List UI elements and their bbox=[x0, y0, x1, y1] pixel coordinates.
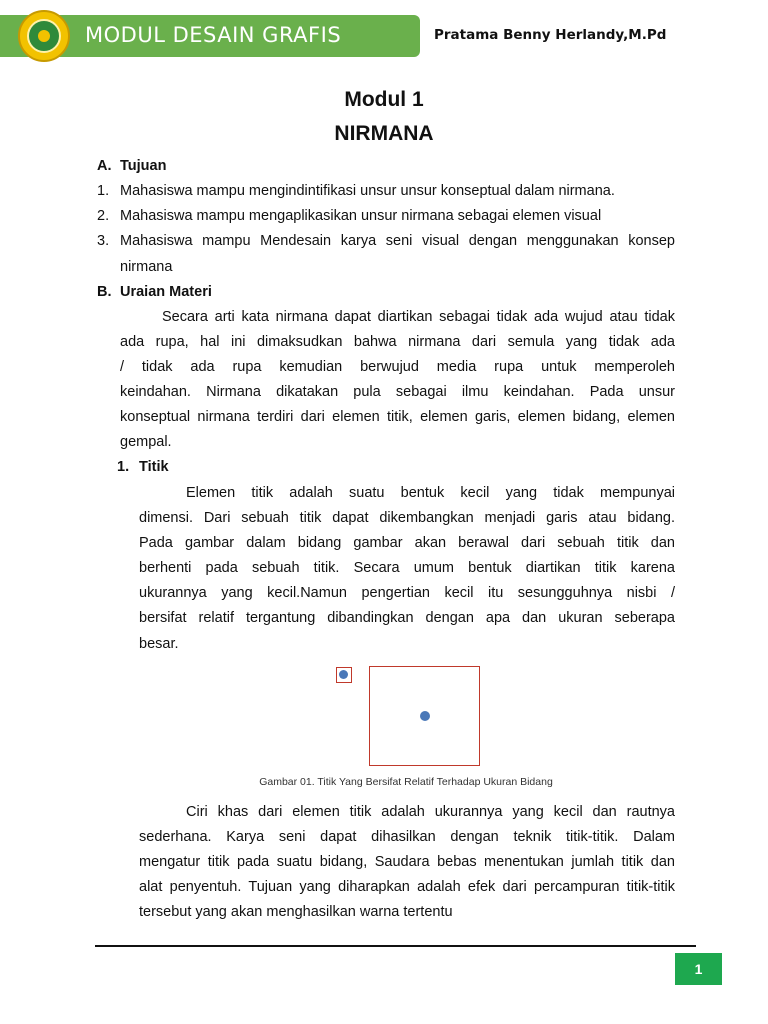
page-title: Modul 1 bbox=[344, 88, 424, 111]
subsection-heading: Titik bbox=[139, 459, 169, 475]
paragraph-line: Pada gambar dalam bidang gambar akan berawal dari sebuah titik dan bbox=[139, 535, 675, 551]
paragraph-line: alat penyentuh. Tujuan yang diharapkan adalah efek dari percampuran titik-titik bbox=[139, 879, 675, 895]
module-title: MODUL DESAIN GRAFIS bbox=[85, 23, 342, 47]
goal-text: Mahasiswa mampu Mendesain karya seni visual dengan menggunakan konsep bbox=[120, 233, 675, 249]
paragraph-line: sederhana. Karya seni dapat dihasilkan dengan teknik titik-titik. Dalam bbox=[139, 829, 675, 845]
page-subtitle: NIRMANA bbox=[334, 122, 434, 145]
section-b-heading: Uraian Materi bbox=[120, 284, 212, 300]
university-seal-icon bbox=[18, 10, 70, 62]
goal-number: 2. bbox=[97, 208, 110, 224]
paragraph-line: mengatur titik pada suatu bidang, Saudara bebas menentukan jumlah titik dan bbox=[139, 854, 675, 870]
dot-icon bbox=[339, 670, 348, 679]
paragraph-line: konseptual nirmana terdiri dari elemen titik, elemen garis, elemen bidang, elemen bbox=[120, 409, 675, 425]
paragraph-line: keindahan. Nirmana dikatakan pula sebagai ilmu keindahan. Pada unsur bbox=[120, 384, 675, 400]
paragraph-line: / tidak ada rupa kemudian berwujud media rupa untuk memperoleh bbox=[120, 359, 675, 375]
paragraph-line: Ciri khas dari elemen titik adalah ukurannya yang kecil dan rautnya bbox=[186, 804, 675, 820]
goal-number: 3. bbox=[97, 233, 110, 249]
goal-text-continued: nirmana bbox=[120, 259, 173, 275]
paragraph-line: ukurannya yang kecil.Namun pengertian kecil itu sesungguhnya nisbi / bbox=[139, 585, 675, 601]
paragraph-line: Secara arti kata nirmana dapat diartikan sebagai tidak ada wujud atau tidak bbox=[162, 309, 675, 325]
page-number: 1 bbox=[675, 953, 722, 985]
paragraph-line: ada rupa, hal ini dimaksudkan bahwa nirmana dari semula yang tidak ada bbox=[120, 334, 675, 350]
section-b-marker: B. bbox=[97, 284, 112, 300]
subsection-marker: 1. bbox=[117, 459, 130, 475]
section-a-heading: Tujuan bbox=[120, 158, 167, 174]
paragraph-line: bersifat relatif tergantung dibandingkan dengan apa dan ukuran seberapa bbox=[139, 610, 675, 626]
author-name: Pratama Benny Herlandy,M.Pd bbox=[434, 27, 667, 43]
goal-text: Mahasiswa mampu mengindintifikasi unsur unsur konseptual dalam nirmana. bbox=[120, 183, 615, 199]
paragraph-line: dimensi. Dari sebuah titik dapat dikembangkan menjadi garis atau bidang. bbox=[139, 510, 675, 526]
paragraph-line: gempal. bbox=[120, 434, 172, 450]
paragraph-line: Elemen titik adalah suatu bentuk kecil yang tidak mempunyai bbox=[186, 485, 675, 501]
paragraph-line: tersebut yang akan menghasilkan warna tertentu bbox=[139, 904, 453, 920]
goal-number: 1. bbox=[97, 183, 110, 199]
paragraph-line: berhenti pada sebuah titik. Secara umum bentuk diartikan titik karena bbox=[139, 560, 675, 576]
dot-icon bbox=[420, 711, 430, 721]
footer-rule bbox=[95, 945, 696, 947]
section-a-marker: A. bbox=[97, 158, 112, 174]
goal-text: Mahasiswa mampu mengaplikasikan unsur nirmana sebagai elemen visual bbox=[120, 208, 602, 224]
figure-caption: Gambar 01. Titik Yang Bersifat Relatif Terhadap Ukuran Bidang bbox=[259, 776, 553, 788]
paragraph-line: besar. bbox=[139, 636, 179, 652]
